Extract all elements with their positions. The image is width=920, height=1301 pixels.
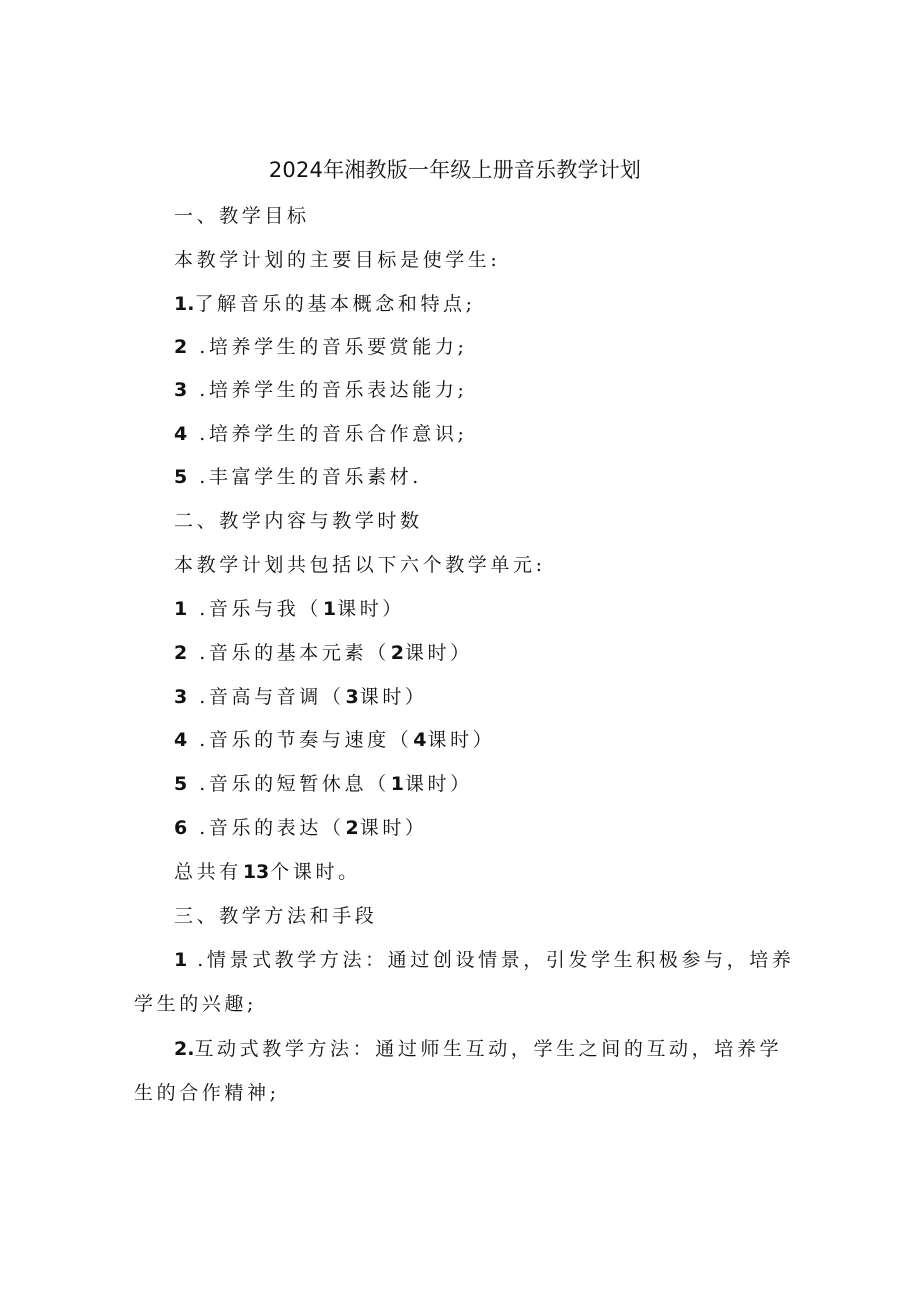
section-heading: 二、教学内容与教学时数	[174, 510, 423, 532]
unit-name: .音乐的基本元素（	[199, 642, 390, 664]
total-suffix: 个课时。	[270, 861, 361, 883]
unit-number: 1	[174, 598, 188, 620]
total-hours-number: 13	[242, 861, 270, 883]
list-text: .丰富学生的音乐素材.	[199, 466, 422, 488]
unit-hours: 4	[413, 729, 427, 751]
unit-suffix: 课时）	[404, 773, 473, 795]
paragraph: 本教学计划共包括以下六个教学单元:	[174, 554, 546, 576]
unit-number: 3	[174, 686, 188, 708]
unit-item	[174, 640, 473, 666]
list-text: .培养学生的音乐表达能力;	[199, 379, 468, 401]
paragraph: 本教学计划的主要目标是使学生:	[174, 249, 501, 271]
list-number: 5	[174, 466, 188, 488]
method-text: .情景式教学方法：通过创设情景，引发学生积极参与，培养	[197, 949, 795, 971]
unit-suffix: 课时）	[359, 686, 428, 708]
section-heading: 一、教学目标	[174, 205, 310, 227]
total-prefix: 总共有	[174, 861, 242, 883]
method-text: 互动式教学方法：通过师生互动，学生之间的互动，培养学	[194, 1038, 783, 1060]
unit-hours: 2	[390, 642, 404, 664]
list-number: 2	[174, 336, 188, 358]
total-hours-line	[174, 859, 361, 885]
method-continuation: 学生的兴趣;	[134, 993, 258, 1015]
unit-suffix: 课时）	[359, 817, 428, 839]
unit-item	[174, 596, 405, 622]
list-item	[174, 291, 476, 317]
unit-item	[174, 727, 495, 753]
list-item	[174, 464, 422, 490]
list-number: 1.	[174, 293, 195, 315]
list-text: 了解音乐的基本概念和特点;	[194, 293, 476, 315]
list-item	[174, 377, 467, 403]
unit-number: 6	[174, 817, 188, 839]
unit-hours: 3	[345, 686, 359, 708]
list-item	[174, 334, 467, 360]
unit-hours: 1	[390, 773, 404, 795]
unit-name: .音高与音调（	[199, 686, 345, 708]
unit-item	[174, 815, 428, 841]
unit-suffix: 课时）	[404, 642, 473, 664]
method-number: 1	[174, 949, 188, 971]
list-number: 4	[174, 423, 188, 445]
unit-name: .音乐与我（	[199, 598, 322, 620]
unit-suffix: 课时）	[337, 598, 405, 620]
unit-number: 4	[174, 729, 188, 751]
method-item	[174, 1036, 782, 1062]
list-text: .培养学生的音乐要赏能力;	[199, 336, 468, 358]
unit-name: .音乐的表达（	[199, 817, 345, 839]
list-number: 3	[174, 379, 188, 401]
method-number: 2.	[174, 1038, 195, 1060]
unit-number: 2	[174, 642, 188, 664]
unit-item	[174, 684, 428, 710]
document-title: 2024年湘教版一年级上册音乐教学计划	[268, 158, 642, 182]
unit-suffix: 课时）	[427, 729, 496, 751]
unit-hours: 2	[345, 817, 359, 839]
unit-item	[174, 771, 473, 797]
section-heading: 三、教学方法和手段	[174, 905, 378, 927]
list-text: .培养学生的音乐合作意识;	[199, 423, 468, 445]
unit-hours: 1	[322, 598, 337, 620]
method-continuation: 生的合作精神;	[134, 1082, 280, 1104]
unit-name: .音乐的短暂休息（	[199, 773, 390, 795]
list-item	[174, 421, 467, 447]
method-item	[174, 947, 794, 973]
unit-name: .音乐的节奏与速度（	[199, 729, 413, 751]
unit-number: 5	[174, 773, 188, 795]
